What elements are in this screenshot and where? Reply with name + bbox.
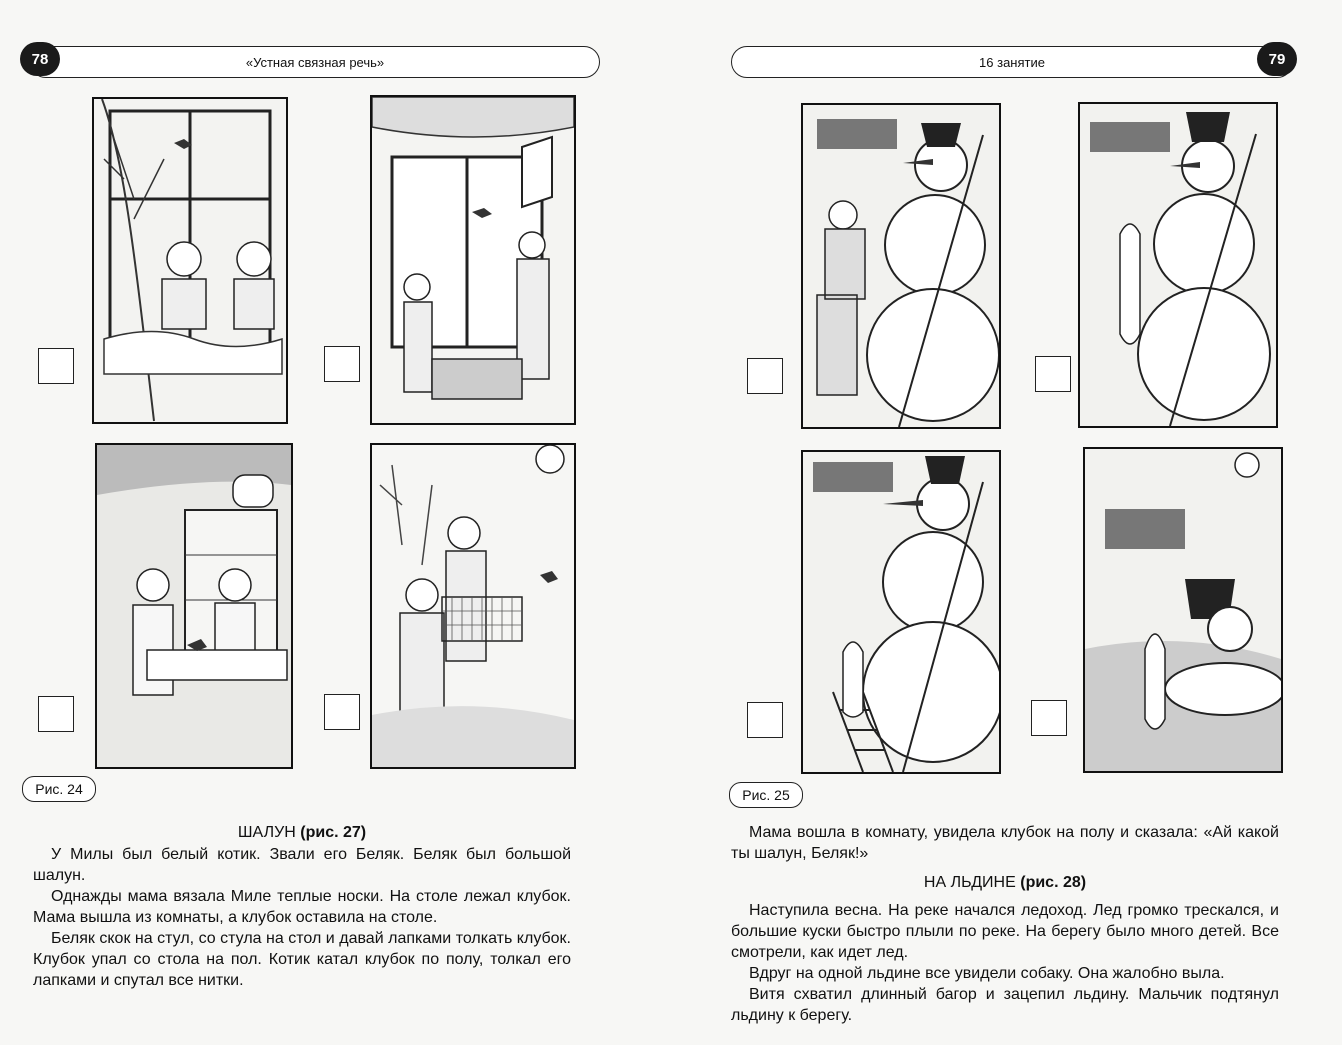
answer-box-2[interactable] xyxy=(324,346,360,382)
left-text xyxy=(33,822,571,991)
right-figure-label: Рис. 25 xyxy=(729,782,803,808)
picture-hare-ladder xyxy=(801,450,1001,774)
left-figure-label: Рис. 24 xyxy=(22,776,96,802)
story-title-ref: (рис. 27) xyxy=(300,824,367,841)
story-title-text: НА ЛЬДИНЕ xyxy=(923,874,1016,891)
picture-boys-at-window xyxy=(92,97,288,424)
right-header-title: 16 занятие xyxy=(979,54,1045,70)
answer-box-4[interactable] xyxy=(324,694,360,730)
story-title-ref: (рис. 28) xyxy=(1020,874,1087,891)
picture-melted-snowman xyxy=(1083,447,1283,773)
right-header xyxy=(731,46,1293,78)
answer-box-7[interactable] xyxy=(747,702,783,738)
picture-hare-snowman xyxy=(1078,102,1278,428)
answer-box-5[interactable] xyxy=(747,358,783,394)
picture-building-snowman xyxy=(801,103,1001,429)
left-header-title: «Устная связная речь» xyxy=(245,54,385,70)
paragraph: Вдруг на одной льдине все увидели собаку. Она жалобно выла. xyxy=(749,965,1225,982)
left-header xyxy=(30,46,600,78)
right-text xyxy=(731,822,1279,1026)
answer-box-3[interactable] xyxy=(38,696,74,732)
right-page xyxy=(671,0,1342,1045)
picture-releasing-bird xyxy=(370,443,576,769)
paragraph: Однажды мама вязала Миле теплые носки. На столе лежал клубок. Мама вышла из комнаты, а клубок оставила на столе. xyxy=(33,888,571,926)
left-page-number: 78 xyxy=(20,42,60,76)
story-title-shalun xyxy=(33,822,571,844)
story-title-na-ldine xyxy=(731,872,1279,894)
paragraph: Беляк скок на стул, со стула на стол и давай лапками толкать клубок. Клубок упал со стола на пол. Котик катал клубок по полу, толкал его лапками и спутал все нитки. xyxy=(33,930,571,989)
story-title-text: ШАЛУН xyxy=(237,824,296,841)
answer-box-1[interactable] xyxy=(38,348,74,384)
paragraph: У Милы был белый котик. Звали его Беляк. Беляк был большой шалун. xyxy=(33,846,571,884)
answer-box-8[interactable] xyxy=(1031,700,1067,736)
picture-open-window xyxy=(370,95,576,425)
answer-box-6[interactable] xyxy=(1035,356,1071,392)
paragraph: Наступила весна. На реке начался ледоход. Лед громко трескался, и большие куски быстро плыли по реке. На берегу было много детей. Все смотрели, как идет лед. xyxy=(731,902,1279,961)
picture-boys-at-table xyxy=(95,443,293,769)
paragraph: Мама вошла в комнату, увидела клубок на полу и сказала: «Ай какой ты шалун, Беляк!» xyxy=(731,824,1279,862)
right-page-number: 79 xyxy=(1257,42,1297,76)
paragraph: Витя схватил длинный багор и зацепил льдину. Мальчик подтянул льдину к берегу. xyxy=(731,986,1279,1024)
